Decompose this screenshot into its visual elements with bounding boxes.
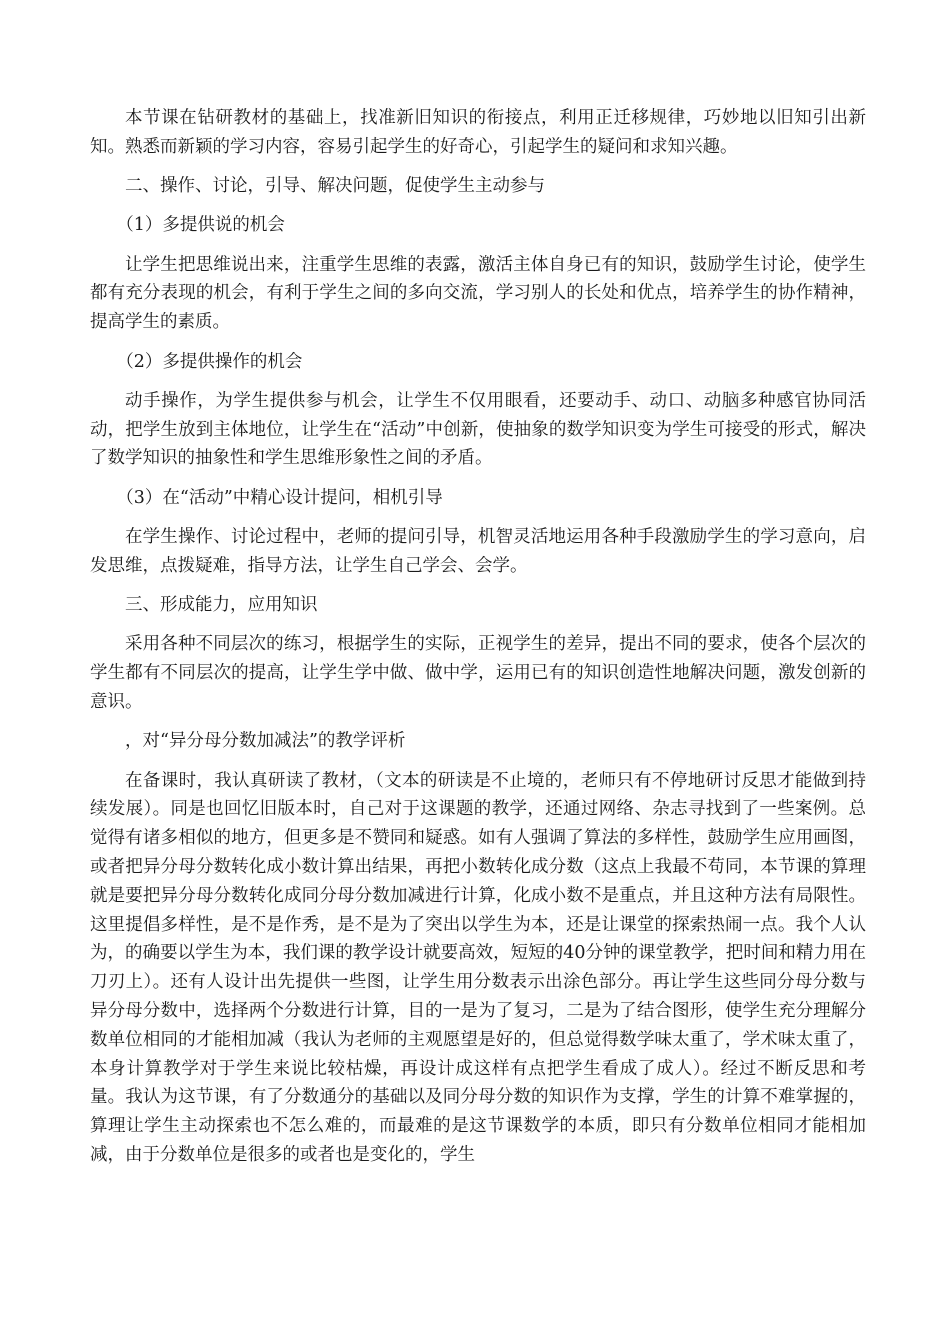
document-page bbox=[90, 104, 866, 1180]
subheading-questioning: （3）在“活动”中精心设计提问，相机引导 bbox=[116, 487, 443, 508]
section-heading-three: 三、形成能力，应用知识 bbox=[125, 595, 318, 616]
subheading-operation: （2）多提供操作的机会 bbox=[116, 351, 303, 372]
paragraph-operation: 动手操作，为学生提供参与机会，让学生不仅用眼看，还要动手、动口、动脑多种感官协同活动，把学生放到主体地位，让学生在“活动”中创新，使抽象的数学知识变为学生可接受的形式，解决了数学知识的抽象性和学生思维形象性之间的矛盾。 bbox=[90, 390, 866, 469]
section-heading-two: 二、操作、讨论，引导、解决问题，促使学生主动参与 bbox=[125, 176, 545, 197]
paragraph-intro: 本节课在钻研教材的基础上，找准新旧知识的衔接点，利用正迁移规律，巧妙地以旧知引出新知。熟悉而新颖的学习内容，容易引起学生的好奇心，引起学生的疑问和求知兴趣。 bbox=[90, 108, 866, 157]
paragraph-evaluation: 在备课时，我认真研读了教材，（文本的研读是不止境的，老师只有不停地研讨反思才能做到持续发展）。同是也回忆旧版本时，自己对于这课题的教学，还通过网络、杂志寻找到了一些案例。总觉得有诸多相似的地方，但更多是不赞同和疑惑。如有人强调了算法的多样性，鼓励学生应用画图，或者把异分母分数转化成小数计算出结果，再把小数转化成分数（这点上我最不苟同，本节课的算理就是要把异分母分数转化成同分母分数加减进行计算，化成小数不是重点，并且这种方法有局限性。这里提倡多样性，是不是作秀，是不是为了突出以学生为本，还是让课堂的探索热闹一点。我个人认为，的确要以学生为本，我们课的教学设计就要高效，短短的40分钟的课堂教学，把时间和精力用在刀刃上）。还有人设计出先提供一些图，让学生用分数表示出涂色部分。再让学生这些同分母分数与异分母分数中，选择两个分数进行计算，目的一是为了复习，二是为了结合图形，使学生充分理解分数单位相同的才能相加减（我认为老师的主观愿望是好的，但总觉得数学味太重了，学术味太重了，本身计算教学对于学生来说比较枯燥，再设计成这样有点把学生看成了成人）。经过不断反思和考量。我认为这节课，有了分数通分的基础以及同分母分数的知识作为支撑，学生的计算不难掌握的，算理让学生主动探索也不怎么难的，而最难的是这节课数学的本质，即只有分数单位相同才能相加减，由于分数单位是很多的或者也是变化的，学生 bbox=[90, 770, 866, 1165]
paragraph-ability: 采用各种不同层次的练习，根据学生的实际，正视学生的差异，提出不同的要求，使各个层次的学生都有不同层次的提高，让学生学中做、做中学，运用已有的知识创造性地解决问题，激发创新的意识。 bbox=[90, 634, 866, 713]
subheading-speaking: （1）多提供说的机会 bbox=[116, 215, 285, 236]
section-heading-evaluation: ，对“异分母分数加减法”的教学评析 bbox=[125, 731, 406, 752]
paragraph-questioning: 在学生操作、讨论过程中，老师的提问引导，机智灵活地运用各种手段激励学生的学习意向，启发思维，点拨疑难，指导方法，让学生自己学会、会学。 bbox=[90, 527, 866, 576]
paragraph-speaking: 让学生把思维说出来，注重学生思维的表露，激活主体自身已有的知识，鼓励学生讨论，使学生都有充分表现的机会，有利于学生之间的多向交流，学习别人的长处和优点，培养学生的协作精神，提高学生的素质。 bbox=[90, 254, 866, 333]
